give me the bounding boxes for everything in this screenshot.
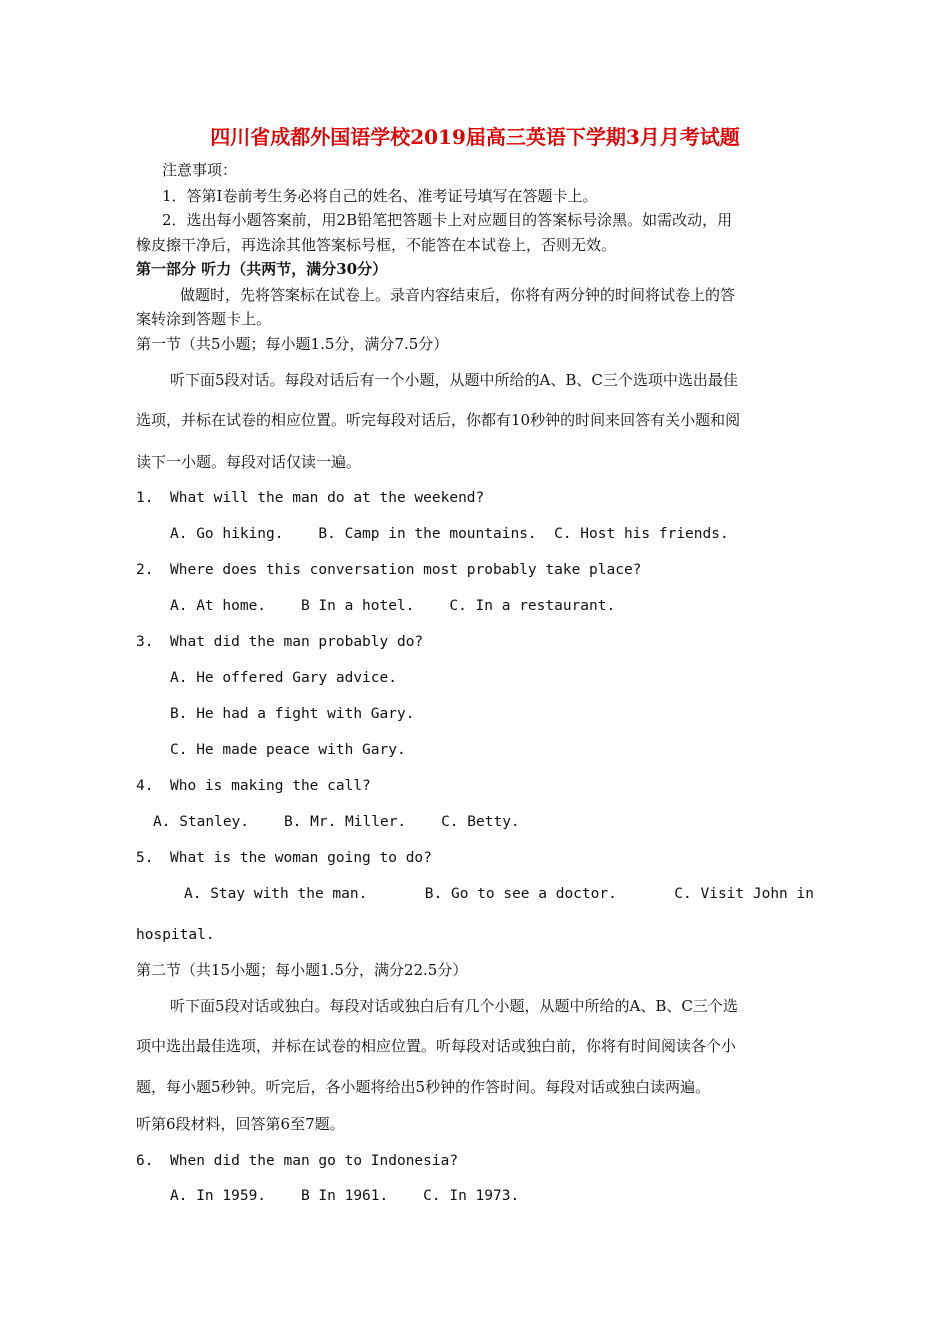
question-5-option-c-continued: hospital. — [136, 927, 215, 943]
part1-intro-line-2: 案转涂到答题卡上。 — [136, 310, 272, 328]
section1-intro-line-2: 选项，并标在试卷的相应位置。听完每段对话后，你都有10秒钟的时间来回答有关小题和阅 — [136, 411, 741, 429]
question-4-text: Who is making the call? — [170, 778, 371, 794]
question-3-text: What did the man probably do? — [170, 634, 424, 650]
section2-intro-line-3: 题，每小题5秒钟。听完后，各小题将给出5秒钟的作答时间。每段对话或独白读两遍。 — [136, 1078, 711, 1096]
question-1-options: A. Go hiking. B. Camp in the mountains. C. Host his friends. — [170, 526, 729, 542]
question-5-option-a: A. Stay with the man. — [184, 886, 368, 902]
question-1-number: 1. — [136, 490, 154, 506]
section2-intro-line-1: 听下面5段对话或独白。每段对话或独白后有几个小题，从题中所给的A、B、C三个选 — [170, 997, 738, 1015]
question-5-number: 5. — [136, 850, 154, 866]
question-4-number: 4. — [136, 778, 154, 794]
section2-intro-line-2: 项中选出最佳选项，并标在试卷的相应位置。听每段对话或独白前，你将有时间阅读各个小 — [136, 1037, 737, 1055]
notice-item-2-line-1: 2．选出每小题答案前，用2B铅笔把答题卡上对应题目的答案标号涂黑。如需改动，用 — [162, 211, 733, 229]
question-3-number: 3. — [136, 634, 154, 650]
section1-heading: 第一节（共5小题；每小题1.5分，满分7.5分） — [136, 335, 449, 353]
question-3-option-c: C. He made peace with Gary. — [170, 742, 406, 758]
question-4-options: A. Stanley. B. Mr. Miller. C. Betty. — [153, 814, 520, 830]
notice-item-1: 1．答第Ⅰ卷前考生务必将自己的姓名、准考证号填写在答题卡上。 — [162, 187, 598, 205]
material-6-instruction: 听第6段材料，回答第6至7题。 — [136, 1115, 345, 1133]
section2-heading: 第二节（共15小题；每小题1.5分，满分22.5分） — [136, 961, 468, 979]
notice-heading: 注意事项： — [162, 161, 238, 179]
question-5-option-b: B. Go to see a doctor. — [424, 886, 617, 902]
question-1-text: What will the man do at the weekend? — [170, 490, 485, 506]
question-2-text: Where does this conversation most probably take place? — [170, 562, 642, 578]
question-6-text: When did the man go to Indonesia? — [170, 1153, 459, 1169]
question-5-options — [184, 884, 814, 904]
question-6-options: A. In 1959. B In 1961. C. In 1973. — [170, 1188, 520, 1204]
question-3-option-b: B. He had a fight with Gary. — [170, 706, 415, 722]
question-3-option-a: A. He offered Gary advice. — [170, 670, 397, 686]
notice-item-2-line-2: 橡皮擦干净后，再选涂其他答案标号框，不能答在本试卷上，否则无效。 — [136, 236, 617, 254]
question-2-number: 2. — [136, 562, 154, 578]
part1-heading: 第一部分 听力（共两节，满分30分） — [136, 260, 388, 278]
question-2-options: A. At home. B In a hotel. C. In a restaurant. — [170, 598, 616, 614]
part1-intro-line-1: 做题时，先将答案标在试卷上。录音内容结束后，你将有两分钟的时间将试卷上的答 — [180, 286, 736, 304]
question-6-number: 6. — [136, 1153, 154, 1169]
section1-intro-line-1: 听下面5段对话。每段对话后有一个小题，从题中所给的A、B、C三个选项中选出最佳 — [170, 371, 738, 389]
question-5-option-c: C. Visit John in — [674, 886, 814, 902]
page-title: 四川省成都外国语学校2019届高三英语下学期3月月考试题 — [210, 125, 740, 149]
question-5-text: What is the woman going to do? — [170, 850, 432, 866]
section1-intro-line-3: 读下一小题。每段对话仅读一遍。 — [136, 453, 362, 471]
